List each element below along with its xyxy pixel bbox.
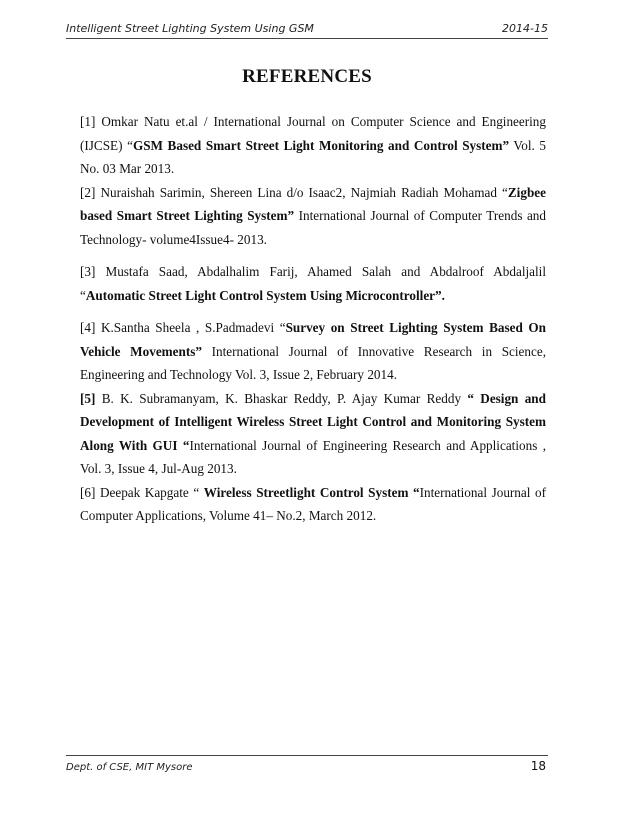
reference-title: GSM Based Smart Street Light Monitoring and Control System” [132, 137, 510, 153]
reference-text: B. K. Subramanyam, K. Bhaskar Reddy, P. Ajay Kumar Reddy [95, 390, 468, 406]
reference-item [80, 316, 546, 387]
footer-department: Dept. of CSE, MIT Mysore [66, 762, 193, 773]
reference-text: International Journal of Innovative Research in Science, Engineering and Technology Vol. 3, Issue 2, February 2014. [80, 343, 546, 382]
header-year: 2014-15 [502, 22, 548, 35]
reference-title: Zigbee based Smart Street Lighting System” [80, 184, 546, 223]
reference-item [80, 110, 546, 181]
header-title: Intelligent Street Lighting System Using GSM [66, 22, 314, 35]
reference-text: International Journal of Engineering Research and Applications , Vol. 3, Issue 4, Jul-Aug 2013. [80, 437, 546, 476]
reference-list [80, 110, 546, 528]
reference-title: Survey on Street Lighting System Based On Vehicle Movements” [80, 320, 546, 359]
reference-item [80, 181, 546, 252]
reference-title: “ Design and Development of Intelligent Wireless Street Light Control and Monitoring System Along With GUI “ [80, 390, 546, 453]
reference-text: [1] Omkar Natu et.al / International Journal on Computer Science and Engineering (IJCSE) “ [80, 114, 546, 153]
reference-item [80, 481, 546, 528]
reference-item [80, 387, 546, 481]
reference-text: [4] K.Santha Sheela , S.Padmadevi “ [80, 320, 286, 335]
page-number: 18 [530, 759, 546, 773]
page-title: REFERENCES [242, 66, 372, 87]
page-footer [66, 755, 548, 778]
reference-item [80, 260, 546, 307]
reference-text: International Journal of Computer Applications, Volume 41– No.2, March 2012. [80, 484, 546, 523]
reference-number: [5] [80, 390, 96, 406]
reference-text: [6] Deepak Kapgate “ [80, 484, 204, 500]
reference-text: [2] Nuraishah Sarimin, Shereen Lina d/o Isaac2, Najmiah Radiah Mohamad “ [80, 184, 508, 200]
page-header [66, 18, 548, 39]
reference-title: Automatic Street Light Control System Using Microcontroller”. [85, 287, 445, 303]
reference-text: Vol. 5 No. 03 Mar 2013. [80, 137, 546, 176]
reference-title: Wireless Streetlight Control System “ [203, 484, 420, 500]
reference-text: International Journal of Computer Trends and Technology- volume4Issue4- 2013. [80, 208, 546, 247]
reference-text: [3] Mustafa Saad, Abdalhalim Farij, Ahamed Salah and Abdalroof Abdaljalil “ [80, 264, 546, 303]
